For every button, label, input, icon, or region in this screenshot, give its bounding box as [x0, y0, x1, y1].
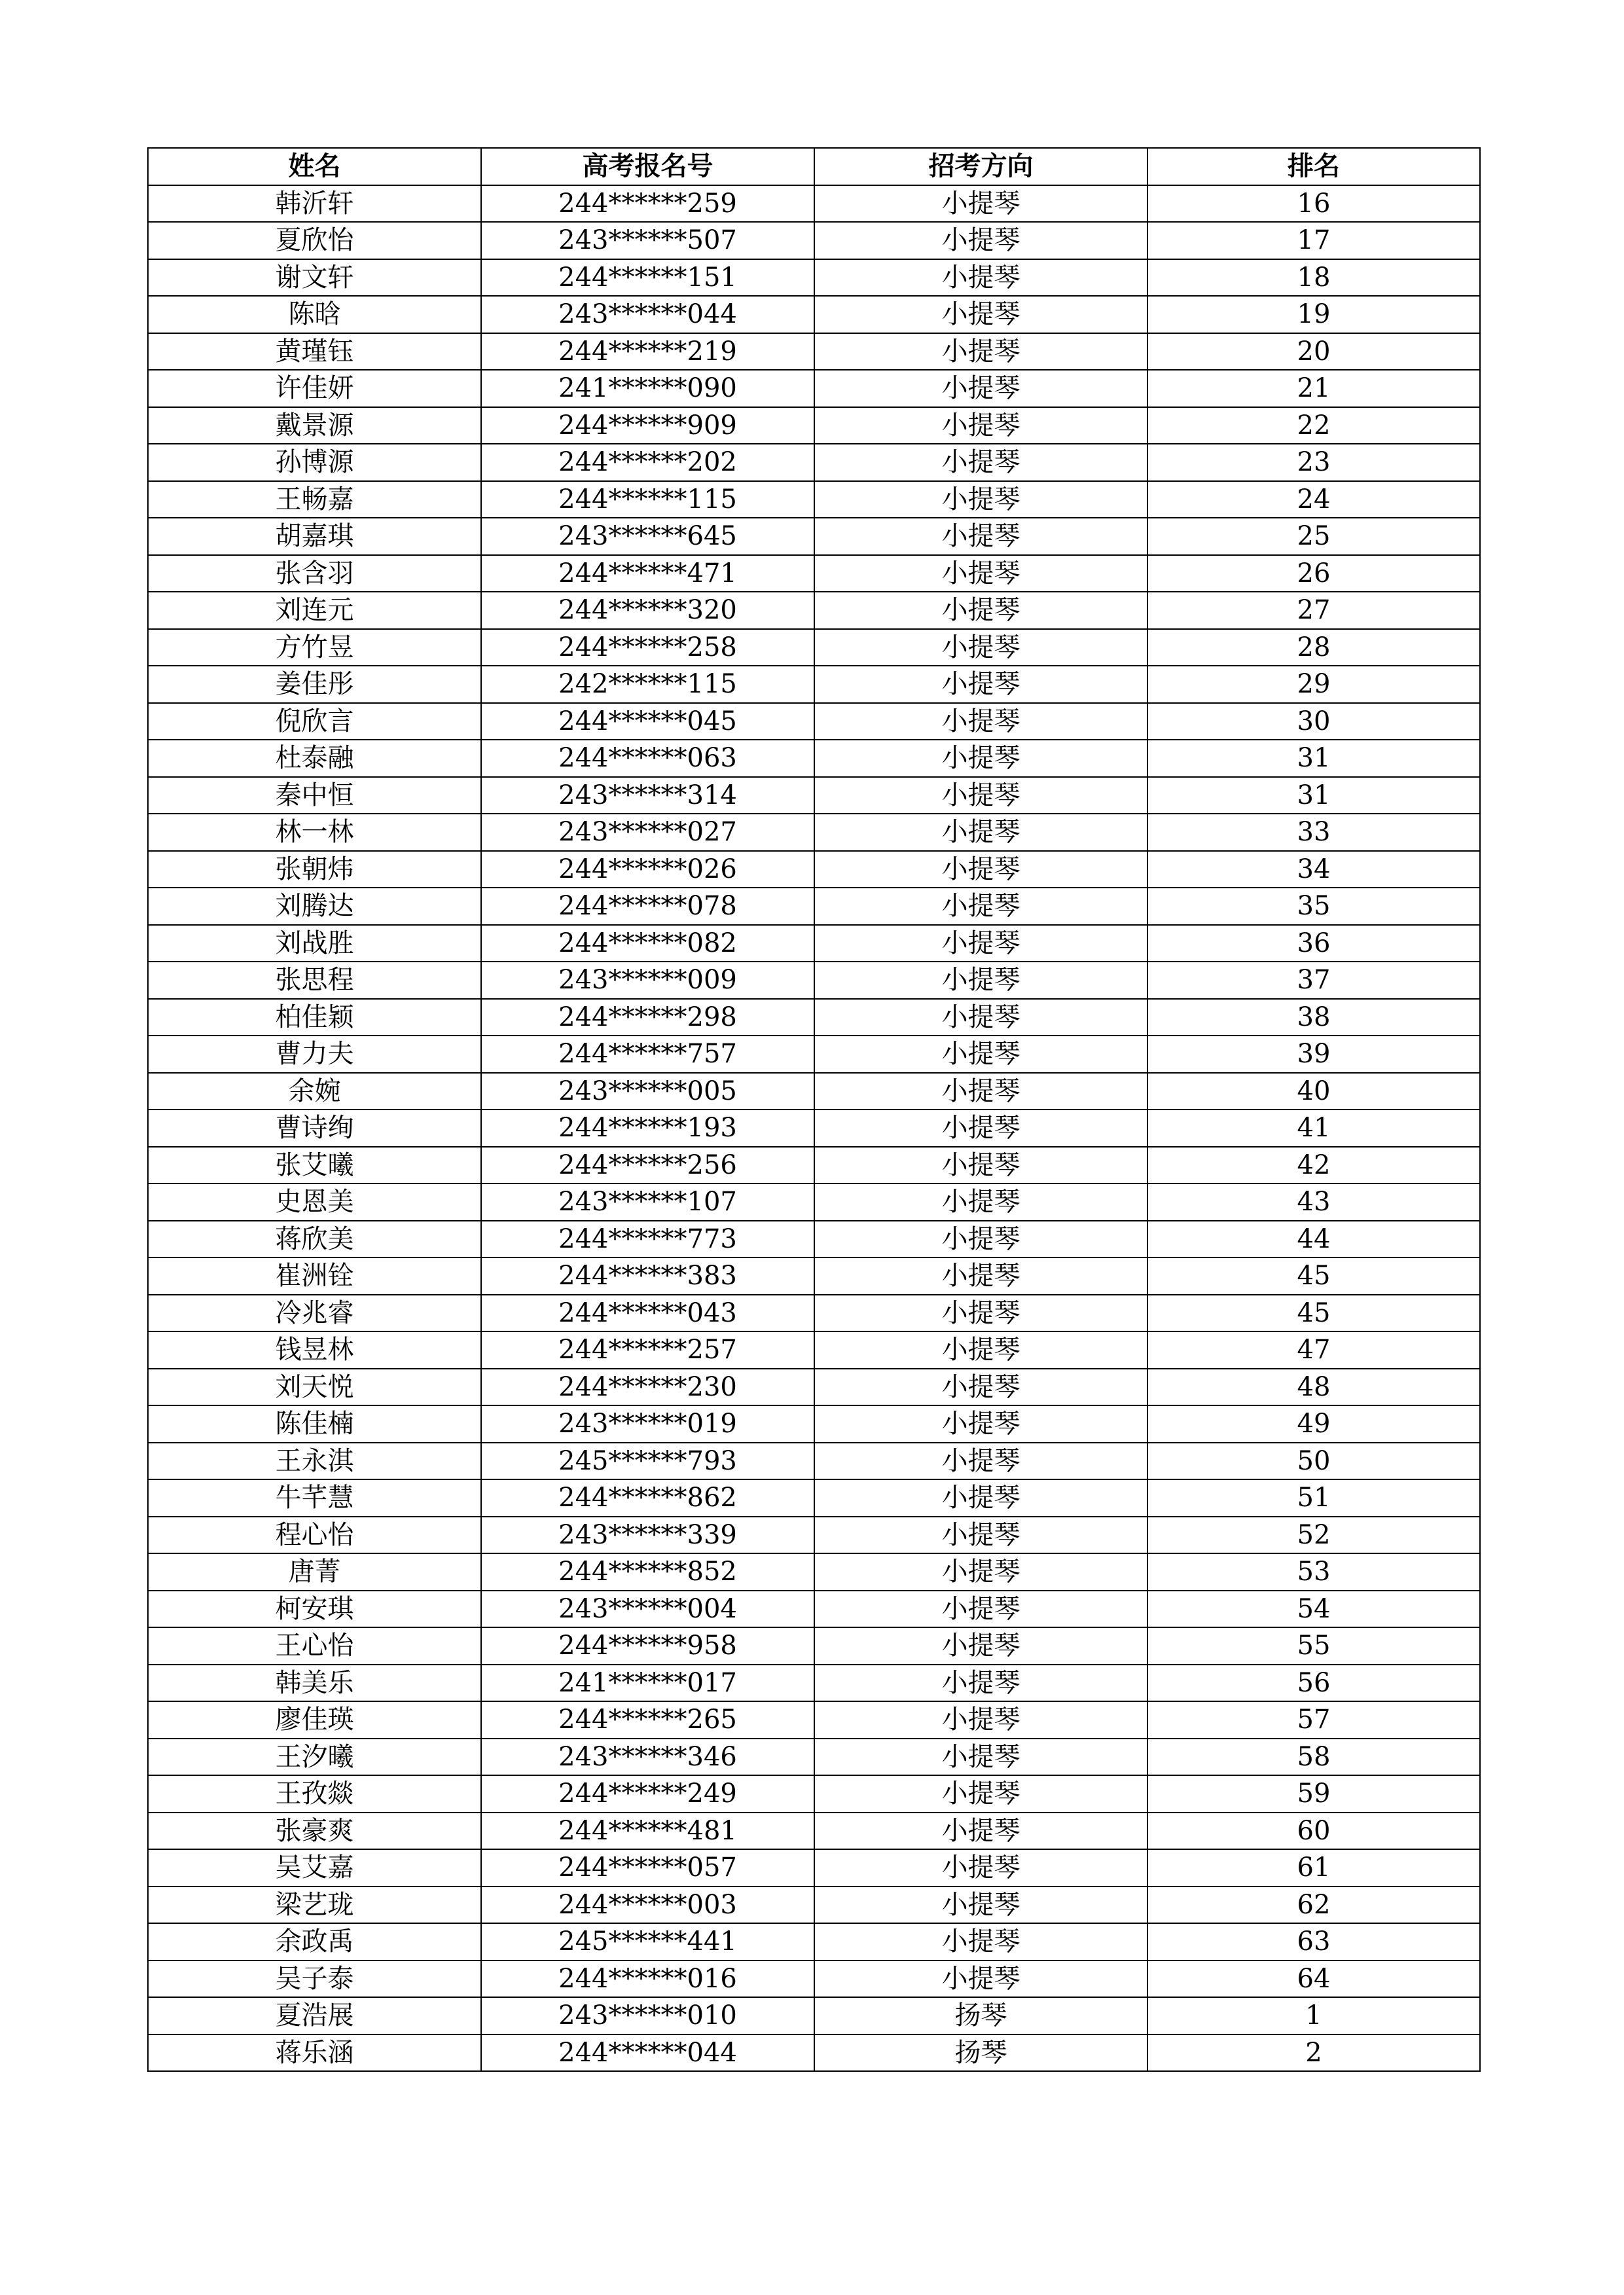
cell-rank: 29: [1147, 666, 1480, 703]
cell-exam-number: 242******115: [481, 666, 814, 703]
cell-rank: 30: [1147, 703, 1480, 740]
table-row: [148, 1184, 1480, 1221]
table-row: [148, 1295, 1480, 1332]
cell-rank: 52: [1147, 1517, 1480, 1554]
cell-direction: 小提琴: [814, 1405, 1147, 1443]
cell-rank: 26: [1147, 555, 1480, 592]
cell-exam-number: 245******441: [481, 1923, 814, 1961]
cell-direction: 小提琴: [814, 1184, 1147, 1221]
cell-name: 夏浩展: [148, 1997, 481, 2034]
cell-exam-number: 244******757: [481, 1036, 814, 1073]
cell-exam-number: 244******258: [481, 629, 814, 666]
table-row: [148, 1147, 1480, 1184]
cell-exam-number: 244******219: [481, 333, 814, 370]
table-row: [148, 333, 1480, 370]
cell-direction: 小提琴: [814, 851, 1147, 888]
cell-name: 韩美乐: [148, 1665, 481, 1702]
cell-name: 刘天悦: [148, 1369, 481, 1406]
table-row: [148, 962, 1480, 999]
cell-exam-number: 243******339: [481, 1517, 814, 1554]
cell-exam-number: 243******346: [481, 1739, 814, 1776]
table-row: [148, 666, 1480, 703]
header-name: 姓名: [148, 148, 481, 185]
cell-rank: 42: [1147, 1147, 1480, 1184]
cell-direction: 小提琴: [814, 370, 1147, 407]
table-row: [148, 444, 1480, 481]
cell-exam-number: 244******862: [481, 1479, 814, 1517]
cell-rank: 2: [1147, 2034, 1480, 2072]
cell-exam-number: 244******044: [481, 2034, 814, 2072]
cell-name: 刘战胜: [148, 925, 481, 962]
cell-rank: 34: [1147, 851, 1480, 888]
cell-name: 余政禹: [148, 1923, 481, 1961]
cell-exam-number: 244******383: [481, 1257, 814, 1295]
cell-exam-number: 244******057: [481, 1849, 814, 1887]
table-row: [148, 222, 1480, 259]
cell-name: 程心怡: [148, 1517, 481, 1554]
cell-rank: 45: [1147, 1257, 1480, 1295]
cell-exam-number: 244******259: [481, 185, 814, 223]
cell-rank: 59: [1147, 1775, 1480, 1813]
cell-name: 王畅嘉: [148, 481, 481, 518]
cell-direction: 小提琴: [814, 1591, 1147, 1628]
header-exam-number: 高考报名号: [481, 148, 814, 185]
cell-direction: 小提琴: [814, 185, 1147, 223]
cell-exam-number: 241******017: [481, 1665, 814, 1702]
table-row: [148, 1813, 1480, 1850]
cell-rank: 36: [1147, 925, 1480, 962]
cell-exam-number: 244******230: [481, 1369, 814, 1406]
table-row: [148, 592, 1480, 629]
cell-exam-number: 244******043: [481, 1295, 814, 1332]
cell-exam-number: 244******045: [481, 703, 814, 740]
table-row: [148, 1997, 1480, 2034]
table-row: [148, 1405, 1480, 1443]
table-row: [148, 1110, 1480, 1147]
table-row: [148, 1775, 1480, 1813]
cell-rank: 37: [1147, 962, 1480, 999]
table-row: [148, 1923, 1480, 1961]
cell-name: 姜佳彤: [148, 666, 481, 703]
cell-name: 牛芊慧: [148, 1479, 481, 1517]
cell-direction: 小提琴: [814, 777, 1147, 814]
cell-rank: 47: [1147, 1331, 1480, 1369]
cell-name: 戴景源: [148, 407, 481, 444]
cell-rank: 31: [1147, 740, 1480, 777]
cell-exam-number: 243******009: [481, 962, 814, 999]
table-row: [148, 703, 1480, 740]
cell-direction: 小提琴: [814, 629, 1147, 666]
cell-rank: 16: [1147, 185, 1480, 223]
cell-direction: 小提琴: [814, 1923, 1147, 1961]
table-row: [148, 185, 1480, 223]
cell-name: 曹诗绚: [148, 1110, 481, 1147]
cell-direction: 小提琴: [814, 1443, 1147, 1480]
table-row: [148, 1443, 1480, 1480]
table-row: [148, 1517, 1480, 1554]
cell-direction: 小提琴: [814, 592, 1147, 629]
cell-direction: 小提琴: [814, 1110, 1147, 1147]
cell-rank: 28: [1147, 629, 1480, 666]
cell-exam-number: 244******078: [481, 888, 814, 925]
cell-direction: 小提琴: [814, 1553, 1147, 1591]
cell-direction: 小提琴: [814, 1813, 1147, 1850]
cell-rank: 49: [1147, 1405, 1480, 1443]
cell-direction: 小提琴: [814, 1739, 1147, 1776]
cell-exam-number: 244******249: [481, 1775, 814, 1813]
table-row: [148, 1665, 1480, 1702]
cell-rank: 43: [1147, 1184, 1480, 1221]
cell-exam-number: 243******010: [481, 1997, 814, 2034]
cell-exam-number: 244******958: [481, 1627, 814, 1665]
cell-exam-number: 243******314: [481, 777, 814, 814]
cell-direction: 小提琴: [814, 703, 1147, 740]
header-direction: 招考方向: [814, 148, 1147, 185]
cell-direction: 小提琴: [814, 444, 1147, 481]
cell-name: 王永淇: [148, 1443, 481, 1480]
cell-name: 曹力夫: [148, 1036, 481, 1073]
cell-exam-number: 244******193: [481, 1110, 814, 1147]
table-row: [148, 1036, 1480, 1073]
cell-rank: 41: [1147, 1110, 1480, 1147]
cell-rank: 24: [1147, 481, 1480, 518]
cell-rank: 44: [1147, 1221, 1480, 1258]
cell-exam-number: 243******004: [481, 1591, 814, 1628]
table-row: [148, 777, 1480, 814]
cell-direction: 小提琴: [814, 1775, 1147, 1813]
table-row: [148, 1553, 1480, 1591]
table-body: [148, 185, 1480, 2072]
ranking-table: [147, 147, 1481, 2072]
table-row: [148, 1739, 1480, 1776]
cell-rank: 60: [1147, 1813, 1480, 1850]
cell-exam-number: 243******027: [481, 814, 814, 851]
cell-rank: 18: [1147, 259, 1480, 297]
cell-exam-number: 244******298: [481, 999, 814, 1036]
cell-direction: 小提琴: [814, 1036, 1147, 1073]
table-row: [148, 999, 1480, 1036]
cell-exam-number: 244******115: [481, 481, 814, 518]
cell-rank: 61: [1147, 1849, 1480, 1887]
cell-rank: 58: [1147, 1739, 1480, 1776]
cell-rank: 31: [1147, 777, 1480, 814]
cell-exam-number: 244******909: [481, 407, 814, 444]
table-row: [148, 259, 1480, 297]
cell-exam-number: 244******003: [481, 1887, 814, 1924]
cell-name: 杜泰融: [148, 740, 481, 777]
cell-rank: 57: [1147, 1701, 1480, 1739]
cell-exam-number: 244******265: [481, 1701, 814, 1739]
cell-direction: 小提琴: [814, 481, 1147, 518]
cell-rank: 50: [1147, 1443, 1480, 1480]
table-row: [148, 1627, 1480, 1665]
cell-exam-number: 243******507: [481, 222, 814, 259]
cell-name: 余婉: [148, 1073, 481, 1110]
cell-name: 秦中恒: [148, 777, 481, 814]
table-row: [148, 1701, 1480, 1739]
cell-name: 唐菁: [148, 1553, 481, 1591]
table-row: [148, 407, 1480, 444]
cell-direction: 小提琴: [814, 740, 1147, 777]
header-rank: 排名: [1147, 148, 1480, 185]
cell-rank: 17: [1147, 222, 1480, 259]
cell-name: 张朝炜: [148, 851, 481, 888]
cell-name: 胡嘉琪: [148, 518, 481, 555]
cell-rank: 33: [1147, 814, 1480, 851]
cell-name: 梁艺珑: [148, 1887, 481, 1924]
cell-rank: 23: [1147, 444, 1480, 481]
table-row: [148, 851, 1480, 888]
cell-name: 韩沂轩: [148, 185, 481, 223]
cell-name: 倪欣言: [148, 703, 481, 740]
cell-name: 王汐曦: [148, 1739, 481, 1776]
cell-exam-number: 243******107: [481, 1184, 814, 1221]
cell-rank: 64: [1147, 1961, 1480, 1998]
cell-name: 吴艾嘉: [148, 1849, 481, 1887]
cell-name: 林一林: [148, 814, 481, 851]
table-row: [148, 1221, 1480, 1258]
cell-direction: 小提琴: [814, 222, 1147, 259]
cell-direction: 小提琴: [814, 407, 1147, 444]
cell-rank: 51: [1147, 1479, 1480, 1517]
cell-name: 吴子泰: [148, 1961, 481, 1998]
cell-exam-number: 244******202: [481, 444, 814, 481]
cell-direction: 扬琴: [814, 2034, 1147, 2072]
cell-exam-number: 244******026: [481, 851, 814, 888]
cell-direction: 小提琴: [814, 333, 1147, 370]
cell-name: 王孜燚: [148, 1775, 481, 1813]
cell-rank: 56: [1147, 1665, 1480, 1702]
cell-rank: 38: [1147, 999, 1480, 1036]
cell-exam-number: 243******645: [481, 518, 814, 555]
table-row: [148, 814, 1480, 851]
cell-direction: 小提琴: [814, 814, 1147, 851]
cell-rank: 27: [1147, 592, 1480, 629]
cell-exam-number: 241******090: [481, 370, 814, 407]
cell-direction: 小提琴: [814, 1147, 1147, 1184]
cell-rank: 40: [1147, 1073, 1480, 1110]
cell-rank: 1: [1147, 1997, 1480, 2034]
cell-exam-number: 244******320: [481, 592, 814, 629]
cell-name: 孙博源: [148, 444, 481, 481]
cell-exam-number: 244******481: [481, 1813, 814, 1850]
cell-exam-number: 244******773: [481, 1221, 814, 1258]
cell-exam-number: 244******063: [481, 740, 814, 777]
cell-rank: 63: [1147, 1923, 1480, 1961]
cell-name: 冷兆睿: [148, 1295, 481, 1332]
cell-name: 张豪爽: [148, 1813, 481, 1850]
cell-direction: 小提琴: [814, 999, 1147, 1036]
cell-direction: 小提琴: [814, 1331, 1147, 1369]
table-row: [148, 888, 1480, 925]
cell-rank: 19: [1147, 296, 1480, 333]
cell-name: 张含羽: [148, 555, 481, 592]
cell-direction: 小提琴: [814, 888, 1147, 925]
cell-rank: 45: [1147, 1295, 1480, 1332]
cell-direction: 小提琴: [814, 259, 1147, 297]
cell-direction: 小提琴: [814, 1517, 1147, 1554]
table-row: [148, 555, 1480, 592]
cell-rank: 25: [1147, 518, 1480, 555]
table-row: [148, 740, 1480, 777]
cell-rank: 22: [1147, 407, 1480, 444]
cell-name: 刘连元: [148, 592, 481, 629]
table-row: [148, 1849, 1480, 1887]
cell-direction: 小提琴: [814, 962, 1147, 999]
table-row: [148, 2034, 1480, 2072]
cell-name: 陈佳楠: [148, 1405, 481, 1443]
cell-name: 张艾曦: [148, 1147, 481, 1184]
table-row: [148, 370, 1480, 407]
cell-name: 谢文轩: [148, 259, 481, 297]
cell-direction: 小提琴: [814, 925, 1147, 962]
cell-direction: 小提琴: [814, 1961, 1147, 1998]
table-row: [148, 1369, 1480, 1406]
cell-name: 刘腾达: [148, 888, 481, 925]
cell-rank: 21: [1147, 370, 1480, 407]
cell-exam-number: 243******044: [481, 296, 814, 333]
cell-name: 陈晗: [148, 296, 481, 333]
table-row: [148, 481, 1480, 518]
cell-name: 柯安琪: [148, 1591, 481, 1628]
table-row: [148, 1961, 1480, 1998]
table-row: [148, 518, 1480, 555]
cell-direction: 小提琴: [814, 1665, 1147, 1702]
table-row: [148, 629, 1480, 666]
cell-rank: 20: [1147, 333, 1480, 370]
cell-direction: 小提琴: [814, 666, 1147, 703]
cell-rank: 55: [1147, 1627, 1480, 1665]
cell-name: 王心怡: [148, 1627, 481, 1665]
table-row: [148, 1073, 1480, 1110]
cell-name: 蒋欣美: [148, 1221, 481, 1258]
cell-name: 蒋乐涵: [148, 2034, 481, 2072]
cell-direction: 小提琴: [814, 1849, 1147, 1887]
cell-name: 夏欣怡: [148, 222, 481, 259]
cell-direction: 小提琴: [814, 1073, 1147, 1110]
cell-name: 许佳妍: [148, 370, 481, 407]
cell-exam-number: 244******016: [481, 1961, 814, 1998]
cell-name: 史恩美: [148, 1184, 481, 1221]
cell-rank: 35: [1147, 888, 1480, 925]
cell-exam-number: 244******257: [481, 1331, 814, 1369]
table-header-row: [148, 148, 1480, 185]
cell-rank: 54: [1147, 1591, 1480, 1628]
table-row: [148, 1257, 1480, 1295]
cell-exam-number: 244******471: [481, 555, 814, 592]
table-row: [148, 1591, 1480, 1628]
cell-direction: 扬琴: [814, 1997, 1147, 2034]
cell-direction: 小提琴: [814, 1221, 1147, 1258]
cell-direction: 小提琴: [814, 1479, 1147, 1517]
cell-name: 崔洲铨: [148, 1257, 481, 1295]
cell-name: 张思程: [148, 962, 481, 999]
table-row: [148, 1331, 1480, 1369]
cell-name: 廖佳瑛: [148, 1701, 481, 1739]
cell-exam-number: 244******151: [481, 259, 814, 297]
cell-direction: 小提琴: [814, 1701, 1147, 1739]
cell-direction: 小提琴: [814, 1295, 1147, 1332]
cell-direction: 小提琴: [814, 518, 1147, 555]
cell-name: 方竹昱: [148, 629, 481, 666]
cell-rank: 53: [1147, 1553, 1480, 1591]
cell-direction: 小提琴: [814, 1369, 1147, 1406]
cell-exam-number: 245******793: [481, 1443, 814, 1480]
table-row: [148, 296, 1480, 333]
table-row: [148, 925, 1480, 962]
cell-name: 柏佳颖: [148, 999, 481, 1036]
cell-name: 黄瑾钰: [148, 333, 481, 370]
cell-exam-number: 244******852: [481, 1553, 814, 1591]
cell-direction: 小提琴: [814, 1887, 1147, 1924]
cell-direction: 小提琴: [814, 1627, 1147, 1665]
cell-direction: 小提琴: [814, 296, 1147, 333]
cell-direction: 小提琴: [814, 1257, 1147, 1295]
cell-exam-number: 243******005: [481, 1073, 814, 1110]
table-row: [148, 1887, 1480, 1924]
cell-rank: 48: [1147, 1369, 1480, 1406]
cell-exam-number: 244******082: [481, 925, 814, 962]
cell-direction: 小提琴: [814, 555, 1147, 592]
cell-exam-number: 243******019: [481, 1405, 814, 1443]
table-row: [148, 1479, 1480, 1517]
cell-rank: 39: [1147, 1036, 1480, 1073]
cell-exam-number: 244******256: [481, 1147, 814, 1184]
cell-name: 钱昱林: [148, 1331, 481, 1369]
cell-rank: 62: [1147, 1887, 1480, 1924]
